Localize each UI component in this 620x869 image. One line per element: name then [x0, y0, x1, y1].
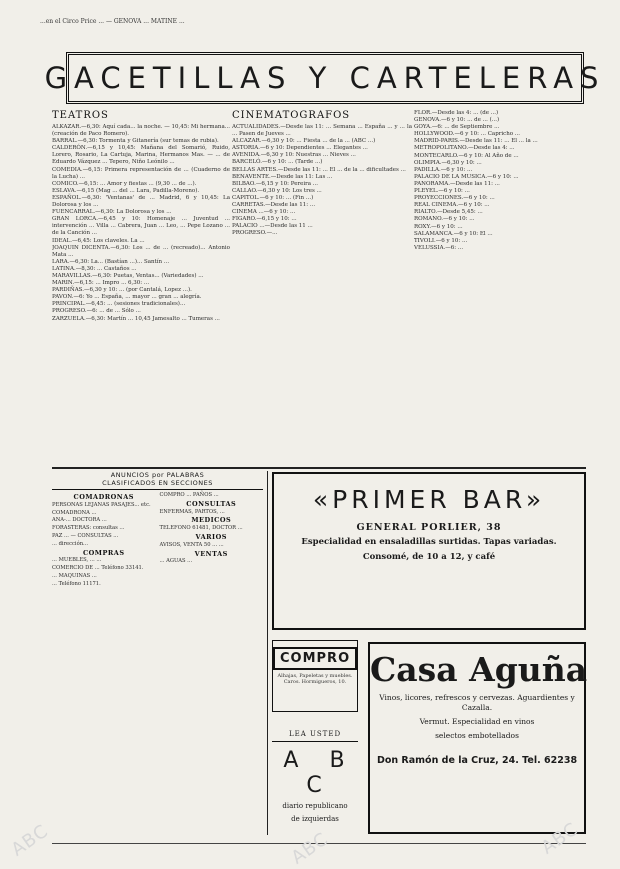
cine-entry: GOYA.—6: ... de Septiembre ... — [414, 124, 500, 131]
cine-entry: ALCAZAR.—6,30 y 10: ... Fiesta ... de la ... (ABC ...) — [232, 138, 376, 145]
cine-entry: PROGRESO.—... — [232, 230, 278, 237]
masthead-title: GACETILLAS Y CARTELERAS — [44, 61, 606, 95]
primer-bar-line2: Consomé, de 10 a 12, y café — [362, 552, 496, 562]
cine-entry: PALACIO DE LA MUSICA.—6 y 10: ... — [414, 173, 519, 180]
cine-entry: CALLAO.—6,30 y 10: Los tres ... — [232, 187, 322, 194]
classifieds-right-column — [160, 492, 264, 589]
watermark-abc: ABC — [7, 820, 53, 861]
cine-entry: CAPITOL.—6 y 10: ... (Fin ...) — [232, 194, 314, 201]
teatros-entry: LARA.—6,30: La... (Bastían ...)... Santín ... — [52, 258, 170, 265]
cine-entry: SALAMANCA.—6 y 10: El ... — [414, 230, 493, 237]
cine-entry: HOLLYWOOD.—6 y 10: ... Capricho ... — [414, 131, 521, 138]
classifieds-section — [52, 471, 263, 833]
cine-entry: ASTORIA.—6 y 10: Dependientes ... Elegantes ... — [232, 145, 368, 152]
vertical-divider — [267, 471, 268, 835]
abc-lead: LEA USTED — [272, 730, 358, 742]
classifieds-title — [52, 471, 263, 490]
classified-item: COMADRONA ... — [52, 509, 97, 516]
primer-bar-name: «PRIMER BAR» — [312, 485, 546, 514]
cine-entry: ACTUALIDADES.—Desde las 11: ... Semana ... España ... y ... la ... Pasen de Jueves ... — [232, 124, 412, 138]
teatros-entry: ALKAZAR.—6,30: Aquí cada... la noche. — 10,45: Mi hermana... (creación de Paco Romero). — [52, 124, 230, 138]
cine-entry: PANORAMA.—Desde las 11: ... — [414, 180, 500, 187]
classified-item: ... dirección... — [52, 540, 89, 547]
compro-text: Alhajas, Papeletas y muebles. Caros. Hormigueros, 10. — [277, 673, 353, 685]
casa-aguna-name: Casa Aguña — [370, 650, 588, 689]
cinematografos-heading: CINEMATOGRAFOS — [232, 110, 351, 121]
classified-item: ... MAQUINAS ... — [52, 572, 97, 579]
classified-item: ANA-... DOCTORA ... — [52, 517, 107, 524]
primer-bar-line1: Especialidad en ensaladillas surtidas. Tapas variadas. — [301, 537, 557, 547]
classified-item: PERSONAS LEJANAS PASAJES... etc. — [52, 501, 151, 508]
teatros-entry: GRAN LORCA.—6,45 y 10: Homenaje ... Juventud ... intervención ... Villa ... Cabrera, Juan ... Leo, ... Pepe Lozano ... de la Canción ... — [52, 216, 230, 237]
casa-aguna-desc2: Vermut. Especialidad en vinos — [419, 717, 535, 726]
section-title-medicos: MEDICOS — [191, 516, 232, 525]
cine-entry: OLIMPIA.—6,30 y 10: ... — [414, 159, 482, 166]
teatros-heading: TEATROS — [52, 110, 109, 121]
watermark-abc: ABC — [537, 818, 583, 859]
classified-item: COMPRO ... PAÑOS ... — [159, 492, 219, 498]
classifieds-title-line2: CLASIFICADOS EN SECCIONES — [102, 479, 213, 487]
cine-entry: BENAVENTE.—Desde las 11: Las ... — [232, 173, 333, 180]
section-title-compras: COMPRAS — [82, 548, 125, 557]
cinematografos-column — [232, 110, 412, 465]
cine-entry: PADILLA.—6 y 10: ... — [414, 166, 473, 173]
cine-entry: FLOR.—Desde las 4: ... (de ...) — [414, 110, 499, 116]
cine-entry: ROMANO.—6 y 10: ... — [414, 216, 475, 223]
teatros-entry: BARRAL.—6,30: Tormenta y Gitanería (sur temas de rubia). — [52, 138, 219, 145]
abc-name: A B C — [283, 748, 357, 798]
masthead — [44, 52, 606, 104]
cine-entry: RIALTO.—Desde 5,45: ... — [414, 209, 483, 216]
section-title-ventas: VENTAS — [194, 549, 228, 558]
classified-item: ... Teléfono 11171. — [52, 580, 101, 587]
cine-entry: CARRETAS.—Desde las 11: ... — [232, 202, 316, 209]
teatros-entry: JOAQUIN DICENTA.—6,30: Los ... de ... (recreado)... Antonio Mata ... — [52, 244, 230, 258]
teatros-entry: IDEAL.—6,45: Los claveles. La ... — [52, 237, 145, 244]
teatros-entry: ESLAVA.—6,15 (Mag ... del ... Lara, Padilla-Moreno). — [52, 187, 200, 194]
teatros-entry: CALDERÓN.—6,15 y 10,45: Mañana del Somarió, Ruido, Lorero, Rosario, La Cartuja, Marina, Hermanos Mas. — ... de Eduardo Vázquez ... Tepero, Niño Leónilo ... — [52, 145, 230, 166]
cine-entry: BELLAS ARTES.—Desde las 11: ... El ... de la ... dificultades ... — [232, 166, 406, 173]
cine-entry: TIVOLI.—6 y 10: ... — [414, 237, 468, 244]
teatros-entry: MARIN.—6,15: ... Impro ... 6,30: ... — [52, 280, 150, 287]
section-title-varios: VARIOS — [195, 532, 227, 541]
cine-entry: FIGARO.—6,15 y 10: ... — [232, 216, 297, 223]
classified-item: COMERCIO DE ... Teléfono 33141. — [52, 565, 144, 572]
cine-entry: ROXY.—6 y 10: ... — [414, 223, 463, 230]
teatros-entry: PROGRESO.—6: ... de ... Sólo ... — [52, 308, 141, 315]
teatros-entry: ZARZUELA.—6,30: Martín ... 10,45 Jamesalto ... Tumeras ... — [52, 315, 220, 322]
primer-bar-ad — [272, 472, 586, 630]
section-title-consultas: CONSULTAS — [186, 499, 237, 508]
teatros-entry: FUENCARRAL.—6,30: La Dolorosa y los ... — [52, 209, 172, 216]
classifieds-left-column — [52, 492, 156, 589]
cine-entry: BARCELÓ.—6 y 10: ... (Tarde ...) — [232, 159, 323, 166]
teatros-entry: COMEDIA.—6,15: Primera representación de ... (Cuaderno de la Lucha) ... — [52, 166, 230, 180]
cine-entry: CINEMA ...—6 y 10: ... — [232, 209, 296, 216]
watermark-abc: ABC — [287, 828, 333, 869]
cine-entry: BILBAO.—6,15 y 10: Pereira ... — [232, 180, 319, 187]
teatros-entry: PAVON.—6: Yo ... España, ... mayor ... gran ... alegría. — [52, 294, 202, 301]
casa-aguna-address: Don Ramón de la Cruz, 24. Tel. 62238 — [376, 755, 578, 766]
classified-item: ... AGUAS ... — [159, 558, 193, 565]
cine-entry: PLEYEL.—6 y 10: ... — [414, 188, 470, 195]
classified-item: ENFERMAS, PARTOS, ... — [159, 508, 225, 515]
section-title-comadronas: COMADRONAS — [73, 493, 134, 501]
casa-aguna-desc1: Vinos, licores, refrescos y cervezas. Aguardientes y Cazalla. — [379, 693, 575, 712]
abc-ad — [272, 730, 358, 834]
abc-line1: diario republicano — [282, 802, 348, 810]
teatros-entry: PARDIÑAS.—6,30 y 10: ... (por Cantalá, Lopez ...). — [52, 287, 192, 294]
classifieds-title-line1: ANUNCIOS por PALABRAS — [110, 471, 205, 479]
classified-item: TELEFONO 61481, DOCTOR ... — [159, 525, 243, 532]
classified-item: ... MUEBLES, ... ... — [52, 557, 102, 564]
teatros-entry: ESPAÑOL.—6,30: 'Ventanas' de ... Madrid, 6 y 10,45: La Dolorosa y los ... — [52, 194, 230, 209]
classified-item: FORASTERAS: consultas ... — [52, 525, 125, 532]
cine-column-continued — [414, 110, 586, 465]
classified-item: AVISOS, VENTA 50 ... ... — [159, 541, 224, 548]
cine-entry: MONTECARLO.—6 y 10: Al Año de ... — [414, 152, 519, 159]
compro-ad — [272, 640, 358, 712]
teatros-entry: COMICO.—6,15: ... Amor y fiestas ... (9,30 ... de ...). — [52, 180, 197, 187]
primer-bar-address: GENERAL PORLIER, 38 — [356, 522, 502, 533]
teatros-column — [52, 110, 230, 465]
cine-entry: REAL CINEMA.—6 y 10: ... — [414, 202, 490, 209]
top-text-line: ...en el Circo Price ... — GENOVA ... MATINÉ ... — [40, 18, 185, 25]
cine-entry: GENOVA.—6 y 10: ... de ... (...) — [414, 117, 500, 124]
section-divider — [52, 467, 586, 469]
teatros-entry: MARAVILLAS.—6,30: Puetas, Ventas... (Variedades) ... — [52, 272, 204, 279]
cine-entry: PALACIO ...—Desde las 11 ... — [232, 223, 313, 230]
cine-entry: VELUSSIA.—6: ... — [414, 244, 464, 251]
classified-item: PAZ ... — CONSULTAS ... — [52, 532, 119, 539]
casa-aguna-desc3: selectos embotellados — [435, 731, 519, 740]
cine-entry: PROYECCIONES.—6 y 10: ... — [414, 195, 495, 202]
teatros-entry: PRINCIPAL.—6,45: ... (sesiones tradicionales)... — [52, 301, 186, 308]
cine-entry: MADRID-PARIS.—Desde las 11: ... El ... la ... — [414, 138, 538, 145]
casa-aguna-ad — [368, 642, 586, 834]
abc-line2: de izquierdas — [291, 815, 339, 823]
cine-entry: METROPOLITANO.—Desde las 4: ... — [414, 145, 515, 152]
cine-entry: AVENIDA.—6,30 y 10: Nuestras ... Nieves ... — [232, 152, 356, 159]
compro-name: COMPRO — [273, 647, 357, 670]
teatros-entry: LATINA.—8,30: ... Castaños ... — [52, 265, 137, 272]
